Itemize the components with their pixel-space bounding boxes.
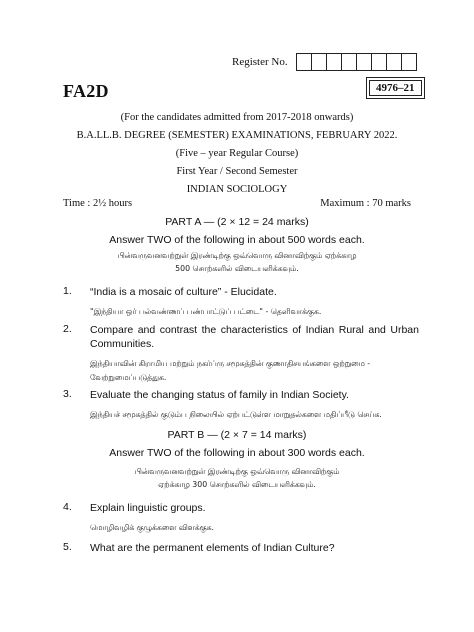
time-allowed: Time : 2½ hours: [63, 198, 133, 209]
part-b-instruction-tamil-2: ஏற்க்காழ 300 சொற்களில் விடையளிக்கவும்.: [158, 480, 316, 489]
question-text: Compare and contrast the characteristics of Indian Rural and Urban Communities.: [90, 324, 419, 350]
part-b-instruction: Answer TWO of the following in about 300 words each.: [109, 447, 365, 459]
register-number-field: [232, 53, 417, 71]
register-boxes: [296, 53, 417, 71]
course-type: (Five – year Regular Course): [175, 148, 299, 159]
register-box: [402, 54, 416, 70]
part-a-instruction-tamil-2: 500 சொற்களில் விடையளிக்கவும்.: [175, 264, 299, 273]
question-1: [63, 285, 419, 319]
question-text-tamil: "இந்தியா ஒர் பல்வண்ணப் பண்பாட்டுப் பட்டை" - தெளிவாக்குக.: [90, 307, 322, 316]
year-semester: First Year / Second Semester: [176, 166, 298, 177]
maximum-marks: Maximum : 70 marks: [320, 198, 411, 209]
part-a-instruction: Answer TWO of the following in about 500 words each.: [109, 234, 365, 246]
question-text: What are the permanent elements of Indian Culture?: [90, 542, 335, 554]
part-a-heading: PART A — (2 × 12 = 24 marks): [165, 216, 309, 228]
register-box: [297, 54, 312, 70]
paper-number: 4976–21: [369, 80, 422, 96]
question-text: Explain linguistic groups.: [90, 502, 206, 514]
part-b-instruction-tamil-1: பின்வருவனவற்றுள் இரண்டிற்கு ஒவ்வொரு வினாவிற்கும்: [134, 467, 340, 476]
question-text-tamil: மொழிவழிக் குழுக்களை விளக்குக.: [90, 523, 215, 532]
part-b-heading: PART B — (2 × 7 = 14 marks): [167, 429, 307, 441]
question-number: 5.: [63, 541, 72, 553]
paper-code: FA2D: [63, 81, 109, 101]
register-box: [327, 54, 342, 70]
question-4: [63, 501, 419, 535]
admission-note: (For the candidates admitted from 2017-2018 onwards): [120, 112, 354, 123]
register-label: Register No.: [232, 56, 288, 68]
question-3: [63, 388, 419, 422]
question-number: 3.: [63, 388, 72, 400]
question-text: Evaluate the changing status of family in Indian Society.: [90, 389, 349, 401]
register-box: [312, 54, 327, 70]
question-number: 4.: [63, 501, 72, 513]
question-text: “India is a mosaic of culture” - Elucidate.: [90, 286, 277, 298]
register-box: [387, 54, 402, 70]
exam-title: B.A.LL.B. DEGREE (SEMESTER) EXAMINATIONS, FEBRUARY 2022.: [76, 130, 398, 141]
part-a-instruction-tamil-1: பின்வருவனவற்றுள் இரண்டிற்கு ஒவ்வொரு வினாவிற்கும் ஏற்க்காழ: [117, 251, 357, 260]
question-number: 1.: [63, 285, 72, 297]
register-box: [372, 54, 387, 70]
subject-title: INDIAN SOCIOLOGY: [186, 184, 288, 195]
question-text-tamil: இந்தியச் சமூகத்தில் குடும்ப நிலையில் ஏற்பட்டுள்ள மாறுதல்களை மதிப்பீடு செய்க.: [90, 410, 382, 419]
question-5: [63, 541, 419, 555]
question-number: 2.: [63, 323, 72, 335]
question-text-tamil: இந்தியாவின் கிராமிய மற்றும் நகர்ப்ரு சமூகத்தின் குணாதிசயங்களை ஒற்றுமை - வேற்றுமைப்படுத்துக.: [90, 359, 371, 382]
register-box: [342, 54, 357, 70]
register-box: [357, 54, 372, 70]
question-2: [63, 323, 419, 385]
